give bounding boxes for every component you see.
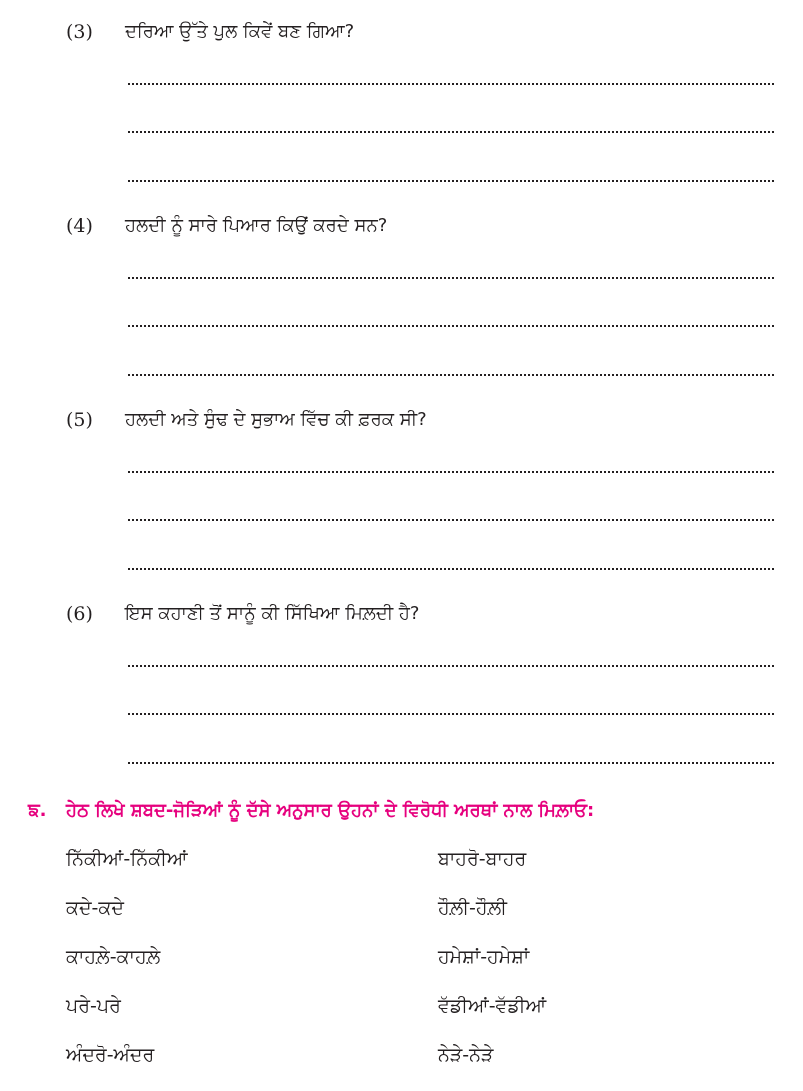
answer-line[interactable] xyxy=(128,713,774,715)
section-marker: ਙ. xyxy=(28,800,47,821)
word-pair-right: ਹਮੇਸ਼ਾਂ-ਹਮੇਸ਼ਾਂ xyxy=(438,946,530,968)
question-number: (4) xyxy=(66,215,93,237)
question-text: ਦਰਿਆ ਉੱਤੇ ਪੁਲ ਕਿਵੇਂ ਬਣ ਗਿਆ? xyxy=(125,21,355,42)
word-pair-right: ਬਾਹਰੋ-ਬਾਹਰ xyxy=(438,848,527,870)
word-pair-right: ਵੱਡੀਆਂ-ਵੱਡੀਆਂ xyxy=(438,995,547,1017)
answer-line[interactable] xyxy=(128,83,774,85)
word-pair-left: ਕਦੇ-ਕਦੇ xyxy=(66,897,124,919)
answer-line[interactable] xyxy=(128,568,774,570)
question-text: ਹਲਦੀ ਨੂੰ ਸਾਰੇ ਪਿਆਰ ਕਿਉਂ ਕਰਦੇ ਸਨ? xyxy=(125,215,388,236)
answer-line[interactable] xyxy=(128,665,774,667)
question-number: (6) xyxy=(66,603,93,625)
answer-line[interactable] xyxy=(128,180,774,182)
answer-line[interactable] xyxy=(128,519,774,521)
word-pair-right: ਨੇੜੇ-ਨੇੜੇ xyxy=(438,1044,494,1066)
word-pair-right: ਹੌਲ਼ੀ-ਹੌਲ਼ੀ xyxy=(438,897,507,919)
word-pair-left: ਅੰਦਰੋ-ਅੰਦਰ xyxy=(66,1044,155,1066)
word-pair-left: ਪਰੇ-ਪਰੇ xyxy=(66,995,121,1017)
answer-line[interactable] xyxy=(128,131,774,133)
answer-line[interactable] xyxy=(128,325,774,327)
question-number: (3) xyxy=(66,21,93,43)
section-title: ਹੇਠ ਲਿਖੇ ਸ਼ਬਦ-ਜੋੜਿਆਂ ਨੂੰ ਦੱਸੇ ਅਨੁਸਾਰ ਉਹਨਾਂ ਦੇ ਵਿਰੋਧੀ ਅਰਥਾਂ ਨਾਲ ਮਿਲ਼ਾਓ: xyxy=(66,800,595,821)
answer-line[interactable] xyxy=(128,374,774,376)
word-pair-left: ਕਾਹਲ਼ੇ-ਕਾਹਲ਼ੇ xyxy=(66,946,161,968)
question-number: (5) xyxy=(66,409,93,431)
answer-line[interactable] xyxy=(128,471,774,473)
question-text: ਇਸ ਕਹਾਣੀ ਤੋਂ ਸਾਨੂੰ ਕੀ ਸਿੱਖਿਆ ਮਿਲ਼ਦੀ ਹੈ? xyxy=(125,603,420,624)
question-text: ਹਲਦੀ ਅਤੇ ਸੁੰਢ ਦੇ ਸੁਭਾਅ ਵਿੱਚ ਕੀ ਫ਼ਰਕ ਸੀ? xyxy=(125,409,427,430)
answer-line[interactable] xyxy=(128,762,774,764)
word-pair-left: ਨਿੱਕੀਆਂ-ਨਿੱਕੀਆਂ xyxy=(66,848,188,870)
answer-line[interactable] xyxy=(128,277,774,279)
